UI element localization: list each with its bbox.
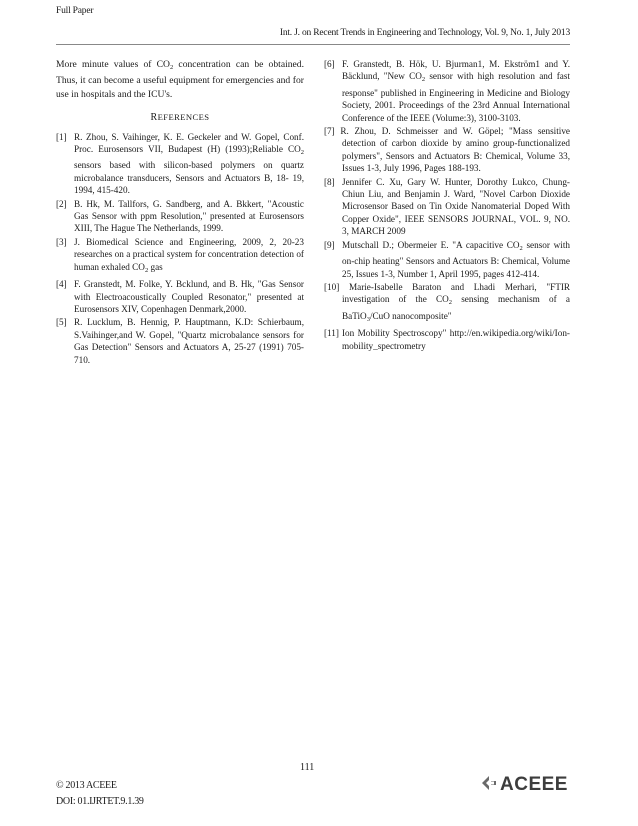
reference-item: [5] R. Lucklum, B. Hennig, P. Hauptmann, K.D: Schierbaum, S.Vaihinger,and W. Gopel, "Quartz microbalance sensors for Gas Detection" Sensors and Actuators A, 25-27 (1991) 705-710. bbox=[56, 317, 304, 365]
logo-text: ACEEE bbox=[500, 774, 568, 794]
reference-number: [11] bbox=[324, 328, 339, 339]
header-divider bbox=[56, 44, 570, 45]
reference-number: [6] bbox=[324, 59, 335, 69]
reference-number: [4] bbox=[56, 279, 67, 290]
journal-citation-header: Int. J. on Recent Trends in Engineering and Technology, Vol. 9, No. 1, July 2013 bbox=[279, 28, 570, 38]
reference-number: [8] bbox=[324, 176, 335, 187]
journal-section-label: Full Paper bbox=[56, 6, 94, 16]
reference-link: Ion Mobility Spectroscopy" http://en.wikipedia.org/wiki/Ion-mobility_spectrometry bbox=[342, 328, 570, 351]
reference-number: [10] bbox=[324, 281, 340, 292]
reference-number: [9] bbox=[324, 239, 335, 250]
reference-item: [10] Marie-Isabelle Baraton and Lhadi Merhari, "FTIR investigation of the $CO_2$ sensing mechanism of a BaTiO$_3$/CuO nanocomposite" bbox=[324, 281, 571, 323]
reference-item: [6] F. Granstedt, B. Hök, U. Bjurman1, M. Ekström1 and Y. Bäcklund, "New $CO_2$ sensor with high resolution and fast response" published in Engineering in Medicine and Biology Society, 2001. Proceedings of the 23rd Annual International Conference of the IEEE (Volume:3), 3100-3103. bbox=[324, 59, 570, 123]
reference-item bbox=[324, 327, 570, 352]
aceee-logo bbox=[480, 772, 580, 794]
reference-item: [2] B. Hk, M. Tallfors, G. Sandberg, and A. Bkkert, "Acoustic Gas Sensor with ppm Resolution," presented at Eurosensors XIII, The Hague The Netherlands, 1999. bbox=[56, 198, 304, 234]
logo-mark-icon bbox=[482, 776, 496, 790]
reference-item: [1] R. Zhou, S. Vaihinger, K. E. Geckeler and W. Gopel, Conf. Proc. Eurosensors VII, Budapest (H) (1993);Reliable $CO_2$ sensors based with silicon-based polymers on quartz microbalance transducers, Sensors and Actuators B, 18- 19, 1994, 415-420. bbox=[56, 131, 304, 196]
reference-number: [2] bbox=[56, 198, 67, 209]
reference-number: [1] bbox=[56, 131, 67, 142]
intro-paragraph: More minute values of $CO_2$ concentration can be obtained. Thus, it can become a useful equipment for emergencies and for use in hospitals and the ICU's. bbox=[56, 59, 304, 100]
references-heading: REFERENCES bbox=[150, 112, 210, 124]
reference-number: [3] bbox=[56, 236, 67, 247]
reference-number: [7] bbox=[324, 126, 335, 137]
reference-item: [4] F. Granstedt, M. Folke, Y. Bcklund, and B. Hk, "Gas Sensor with Electroacoustically Coupled Resonator," presented at Eurosensors XIV, Copenhagen Denmark,2000. bbox=[56, 279, 304, 314]
reference-item: [8] Jennifer C. Xu, Gary W. Hunter, Dorothy Lukco, Chung-Chiun Liu, and Benjamin J. Ward, "Novel Carbon Dioxide Microsensor Based on Tin Oxide Nanomaterial Doped With Copper Oxide", IEEE SENSORS JOURNAL, VOL. 9, NO. 3, MARCH 2009 bbox=[324, 176, 570, 237]
doi-text: DOI: 01.IJRTET.9.1.39 bbox=[56, 796, 144, 807]
reference-item: [3] J. Biomedical Science and Engineering, 2009, 2, 20-23 researches on a practical system for concentration detection of human exhaled $CO_2$ gas bbox=[56, 236, 304, 274]
page-number: 111 bbox=[300, 762, 315, 773]
reference-item: [9] Mutschall D.; Obermeier E. "A capacitive $CO_2$ sensor with on-chip heating" Sensors and Actuators B: Chemical, Volume 25, Issues 1-3, Number 1, April 1995, pages 412-414. bbox=[324, 239, 571, 279]
right-column bbox=[324, 58, 570, 353]
footer-info bbox=[56, 778, 144, 810]
reference-item: [7] R. Zhou, D. Schmeisser and W. Göpel; "Mass sensitive detection of carbon dioxide by amino group-functionalized polymers", Sensors and Actuators B: Chemical, Volume 33, Issues 1-3, July 1996, Pages 188-193. bbox=[324, 126, 571, 174]
copyright-text: © 2013 ACEEE bbox=[56, 780, 117, 791]
reference-number: [5] bbox=[56, 317, 67, 328]
left-column bbox=[56, 58, 304, 367]
